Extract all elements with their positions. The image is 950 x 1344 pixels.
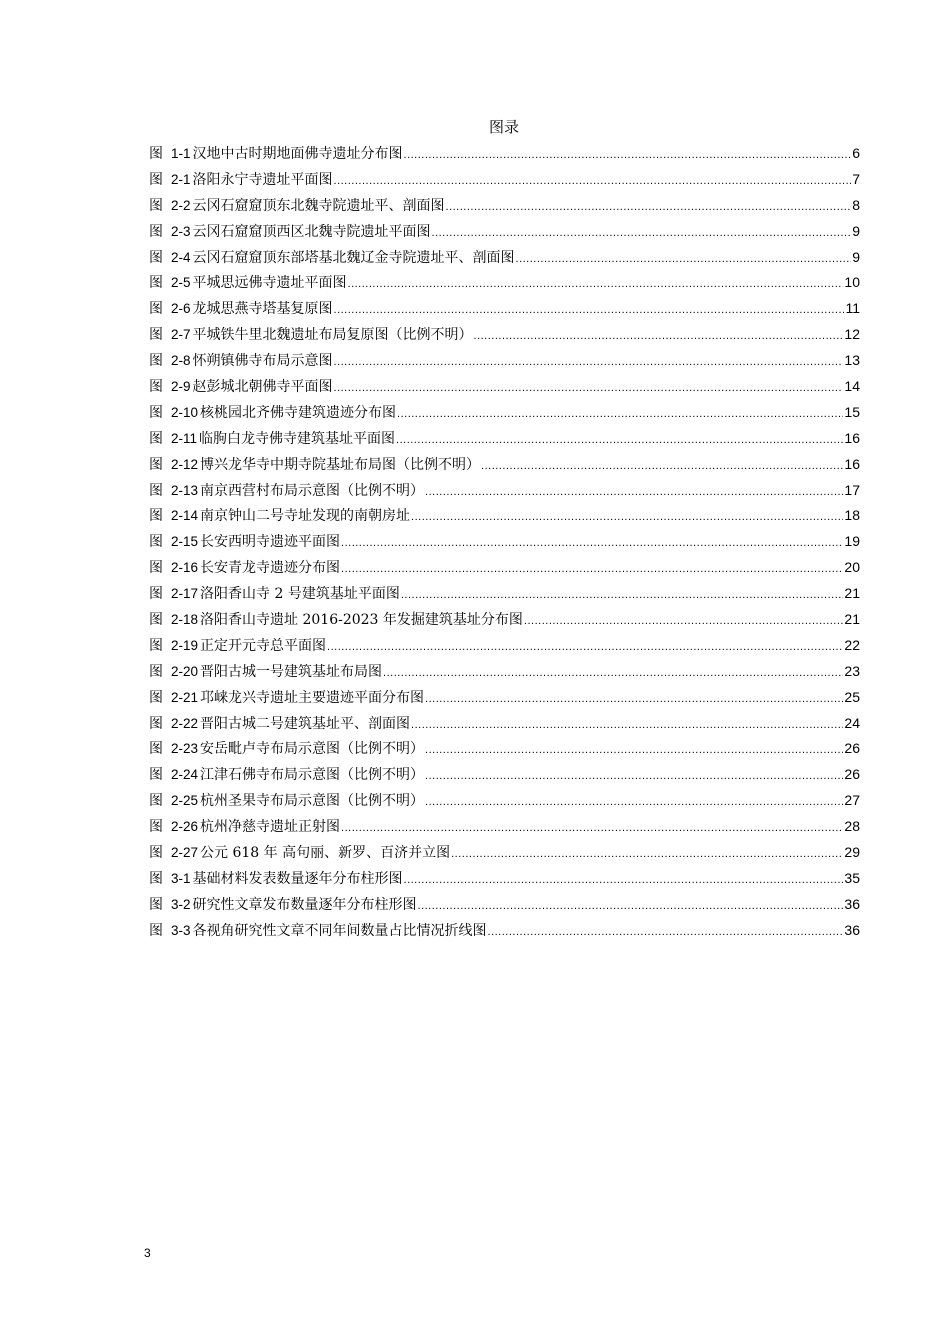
figure-list-entry[interactable] <box>149 270 860 296</box>
figure-page-number: 11 <box>845 300 860 317</box>
dot-leader <box>383 661 843 687</box>
figure-page-number: 24 <box>844 714 860 731</box>
figure-number: 2-3 <box>171 223 191 239</box>
dot-leader <box>334 169 852 195</box>
dot-leader <box>516 247 852 273</box>
figure-word: 图 <box>149 767 163 784</box>
figure-label <box>149 478 424 505</box>
figure-caption: 杭州净慈寺遗址正射图 <box>200 819 341 836</box>
figure-page-number: 20 <box>844 559 860 576</box>
figure-word: 图 <box>149 793 163 810</box>
figure-number: 2-20 <box>171 663 199 679</box>
figure-list-entry[interactable] <box>149 762 860 788</box>
figure-word: 图 <box>149 922 163 939</box>
figure-label <box>149 581 400 608</box>
figure-number: 2-9 <box>171 379 191 395</box>
figure-number: 2-18 <box>171 612 199 628</box>
figure-list-entry[interactable] <box>149 452 860 478</box>
figure-number: 2-7 <box>171 327 191 343</box>
figure-label <box>149 685 424 712</box>
figure-list-entry[interactable] <box>149 322 860 348</box>
figure-list-entry[interactable] <box>149 167 860 193</box>
figure-page-number: 21 <box>844 611 860 628</box>
figure-word: 图 <box>149 612 163 629</box>
dot-leader <box>425 790 843 816</box>
figure-caption: 南京钟山二号寺址发现的南朝房址 <box>200 508 411 525</box>
figure-list-entry[interactable] <box>149 219 860 245</box>
figure-list-entry[interactable] <box>149 659 860 685</box>
figure-caption: 杭州圣果寺布局示意图（比例不明） <box>200 793 425 810</box>
figure-number: 2-13 <box>171 482 199 498</box>
figure-number: 2-10 <box>171 404 199 420</box>
figure-caption: 核桃园北齐佛寺建筑遗迹分布图 <box>200 404 397 421</box>
figure-word: 图 <box>149 197 163 214</box>
figure-page-number: 27 <box>844 792 860 809</box>
figure-list-entry[interactable] <box>149 685 860 711</box>
figure-list <box>149 141 860 944</box>
dot-leader <box>418 894 844 920</box>
figure-list-entry[interactable] <box>149 814 860 840</box>
figure-number: 2-17 <box>171 586 199 602</box>
figure-label <box>149 270 347 297</box>
figure-page-number: 12 <box>844 326 860 343</box>
figure-page-number: 17 <box>844 481 860 498</box>
figure-page-number: 26 <box>844 766 860 783</box>
dot-leader <box>451 842 843 868</box>
dot-leader <box>396 428 843 454</box>
figure-number: 2-26 <box>171 819 199 835</box>
figure-list-entry[interactable] <box>149 426 860 452</box>
figure-list-entry[interactable] <box>149 788 860 814</box>
figure-word: 图 <box>149 223 163 240</box>
figure-page-number: 15 <box>844 403 860 420</box>
figure-label <box>149 788 424 815</box>
figure-word: 图 <box>149 689 163 706</box>
figure-label <box>149 607 523 634</box>
figure-word: 图 <box>149 508 163 525</box>
figure-number: 3-2 <box>171 896 191 912</box>
figure-caption: 邛崃龙兴寺遗址主要遗迹平面分布图 <box>200 689 425 706</box>
figure-word: 图 <box>149 819 163 836</box>
figure-caption: 长安青龙寺遗迹分布图 <box>200 560 341 577</box>
figure-list-entry[interactable] <box>149 529 860 555</box>
figure-word: 图 <box>149 870 163 887</box>
figure-caption: 长安西明寺遗迹平面图 <box>200 534 341 551</box>
figure-list-entry[interactable] <box>149 607 860 633</box>
figure-number: 2-23 <box>171 741 199 757</box>
figure-caption: 赵彭城北朝佛寺平面图 <box>192 379 333 396</box>
dot-leader <box>397 402 843 428</box>
figure-list-entry[interactable] <box>149 633 860 659</box>
dot-leader <box>401 583 844 609</box>
figure-label <box>149 374 333 401</box>
figure-label <box>149 529 340 556</box>
figure-word: 图 <box>149 301 163 318</box>
figure-page-number: 16 <box>844 429 860 446</box>
dot-leader <box>425 738 843 764</box>
figure-number: 2-1 <box>171 171 191 187</box>
figure-label <box>149 736 424 763</box>
figure-label <box>149 762 424 789</box>
figure-label <box>149 866 403 893</box>
dot-leader <box>411 505 843 531</box>
figure-page-number: 36 <box>844 895 860 912</box>
dot-leader <box>488 920 844 946</box>
figure-number: 2-19 <box>171 637 199 653</box>
figure-word: 图 <box>149 275 163 292</box>
figure-label <box>149 840 450 867</box>
figure-page-number: 14 <box>844 378 860 395</box>
figure-caption: 安岳毗卢寺布局示意图（比例不明） <box>200 741 425 758</box>
figure-list-entry[interactable] <box>149 348 860 374</box>
figure-list-entry[interactable] <box>149 736 860 762</box>
figure-word: 图 <box>149 171 163 188</box>
figure-page-number: 7 <box>852 170 860 187</box>
figure-label <box>149 322 473 349</box>
dot-leader <box>341 531 843 557</box>
figure-page-number: 23 <box>844 662 860 679</box>
figure-list-entry[interactable] <box>149 555 860 581</box>
figure-label <box>149 918 487 945</box>
figure-list-entry[interactable] <box>149 245 860 271</box>
figure-page-number: 13 <box>844 352 860 369</box>
figure-page-number: 6 <box>852 145 860 161</box>
figure-caption: 平城铁牛里北魏遗址布局复原图（比例不明） <box>192 327 473 344</box>
figure-caption: 临朐白龙寺佛寺建筑基址平面图 <box>199 430 396 447</box>
figure-caption: 正定开元寺总平面图 <box>200 637 327 654</box>
figure-caption: 晋阳古城一号建筑基址布局图 <box>200 663 383 680</box>
dot-leader <box>334 298 845 324</box>
figure-caption: 洛阳香山寺 2 号建筑基址平面图 <box>200 586 400 603</box>
figure-list-entry[interactable] <box>149 581 860 607</box>
figure-caption: 云冈石窟窟顶西区北魏寺院遗址平面图 <box>192 223 431 240</box>
figure-caption: 南京西营村布局示意图（比例不明） <box>200 482 425 499</box>
dot-leader <box>411 713 843 739</box>
figure-label <box>149 245 515 272</box>
dot-leader <box>481 454 843 480</box>
figure-page-number: 10 <box>844 274 860 291</box>
figure-number: 2-22 <box>171 715 199 731</box>
figure-caption: 平城思远佛寺遗址平面图 <box>192 275 347 292</box>
figure-label <box>149 219 431 246</box>
figure-page-number: 9 <box>852 222 860 239</box>
figure-caption: 云冈石窟窟顶东北魏寺院遗址平、剖面图 <box>192 197 445 214</box>
figure-list-entry[interactable] <box>149 503 860 529</box>
figure-number: 2-24 <box>171 767 199 783</box>
figure-caption: 洛阳永宁寺遗址平面图 <box>192 171 333 188</box>
figure-caption: 研究性文章发布数量逐年分布柱形图 <box>192 896 417 913</box>
figure-word: 图 <box>149 586 163 603</box>
figure-number: 2-12 <box>171 456 199 472</box>
figure-list-entry[interactable] <box>149 141 860 167</box>
page-number: 3 <box>144 1246 151 1260</box>
figure-list-entry[interactable] <box>149 478 860 504</box>
figure-label <box>149 400 396 427</box>
figure-page-number: 22 <box>844 636 860 653</box>
dot-leader <box>404 143 852 169</box>
figure-page-number: 19 <box>844 533 860 550</box>
figure-caption: 各视角研究性文章不同年间数量占比情况折线图 <box>192 922 487 939</box>
figure-page-number: 36 <box>844 921 860 938</box>
dot-leader <box>348 272 844 298</box>
figure-label <box>149 141 403 168</box>
figure-number: 2-11 <box>171 430 198 446</box>
figure-page-number: 26 <box>844 740 860 757</box>
figure-page-number: 28 <box>844 818 860 835</box>
figure-page-number: 16 <box>844 455 860 472</box>
figure-caption: 公元 618 年 高句丽、新罗、百济并立图 <box>200 845 451 862</box>
dot-leader <box>524 609 844 635</box>
figure-page-number: 9 <box>852 248 860 265</box>
figure-label <box>149 426 395 453</box>
figure-number: 2-16 <box>171 560 199 576</box>
dot-leader <box>425 480 843 506</box>
figure-label <box>149 296 333 323</box>
figure-word: 图 <box>149 560 163 577</box>
figure-word: 图 <box>149 482 163 499</box>
figure-word: 图 <box>149 637 163 654</box>
dot-leader <box>446 195 852 221</box>
figure-number: 2-21 <box>171 689 199 705</box>
dot-leader <box>334 350 844 376</box>
figure-list-entry[interactable] <box>149 892 860 918</box>
figure-label <box>149 348 333 375</box>
figure-label <box>149 814 340 841</box>
figure-caption: 博兴龙华寺中期寺院基址布局图（比例不明） <box>200 456 481 473</box>
figure-label <box>149 503 410 530</box>
figure-label <box>149 167 333 194</box>
figure-label <box>149 452 480 479</box>
dot-leader <box>404 868 844 894</box>
figure-label <box>149 633 326 660</box>
figure-number: 1-1 <box>171 146 191 161</box>
figure-number: 2-2 <box>171 197 191 213</box>
toc-title: 图录 <box>488 118 519 136</box>
figure-word: 图 <box>149 353 163 370</box>
dot-leader <box>327 635 843 661</box>
figure-number: 2-15 <box>171 534 199 550</box>
figure-number: 2-4 <box>171 249 191 265</box>
figure-word: 图 <box>149 715 163 732</box>
dot-leader <box>334 376 844 402</box>
figure-word: 图 <box>149 327 163 344</box>
figure-number: 2-14 <box>171 508 199 524</box>
figure-caption: 基础材料发表数量逐年分布柱形图 <box>192 870 403 887</box>
figure-number: 2-25 <box>171 793 199 809</box>
figure-page-number: 29 <box>844 844 860 861</box>
figure-caption: 怀朔镇佛寺布局示意图 <box>192 353 333 370</box>
figure-label <box>149 555 340 582</box>
dot-leader <box>425 687 843 713</box>
figure-word: 图 <box>149 741 163 758</box>
figure-word: 图 <box>149 534 163 551</box>
figure-number: 2-27 <box>171 845 199 861</box>
figure-number: 2-5 <box>171 275 191 291</box>
figure-word: 图 <box>149 430 163 447</box>
figure-number: 3-1 <box>171 870 191 886</box>
figure-number: 3-3 <box>171 922 191 938</box>
dot-leader <box>432 221 852 247</box>
figure-word: 图 <box>149 404 163 421</box>
figure-page-number: 35 <box>844 869 860 886</box>
figure-word: 图 <box>149 146 163 162</box>
figure-list-entry[interactable] <box>149 711 860 737</box>
figure-page-number: 25 <box>844 688 860 705</box>
figure-label <box>149 711 410 738</box>
figure-word: 图 <box>149 456 163 473</box>
figure-word: 图 <box>149 663 163 680</box>
figure-label <box>149 193 445 220</box>
figure-word: 图 <box>149 379 163 396</box>
figure-number: 2-6 <box>171 301 191 317</box>
figure-label <box>149 892 417 919</box>
dot-leader <box>341 816 843 842</box>
figure-list-entry[interactable] <box>149 296 860 322</box>
figure-caption: 晋阳古城二号建筑基址平、剖面图 <box>200 715 411 732</box>
figure-page-number: 21 <box>844 585 860 602</box>
figure-word: 图 <box>149 845 163 862</box>
figure-page-number: 8 <box>852 196 860 213</box>
figure-caption: 云冈石窟窟顶东部塔基北魏辽金寺院遗址平、剖面图 <box>192 249 515 266</box>
figure-label <box>149 659 382 686</box>
figure-list-entry[interactable] <box>149 840 860 866</box>
figure-caption: 洛阳香山寺遗址 2016-2023 年发掘建筑基址分布图 <box>200 612 523 629</box>
figure-word: 图 <box>149 896 163 913</box>
figure-list-entry[interactable] <box>149 866 860 892</box>
figure-caption: 江津石佛寺布局示意图（比例不明） <box>200 767 425 784</box>
figure-list-entry[interactable] <box>149 193 860 219</box>
figure-list-entry[interactable] <box>149 400 860 426</box>
figure-caption: 龙城思燕寺塔基复原图 <box>192 301 333 318</box>
dot-leader <box>341 557 843 583</box>
figure-list-entry[interactable] <box>149 374 860 400</box>
dot-leader <box>474 324 844 350</box>
figure-page-number: 18 <box>844 507 860 524</box>
dot-leader <box>425 764 843 790</box>
figure-caption: 汉地中古时期地面佛寺遗址分布图 <box>192 146 403 162</box>
figure-word: 图 <box>149 249 163 266</box>
figure-list-entry[interactable] <box>149 918 860 944</box>
figure-number: 2-8 <box>171 353 191 369</box>
